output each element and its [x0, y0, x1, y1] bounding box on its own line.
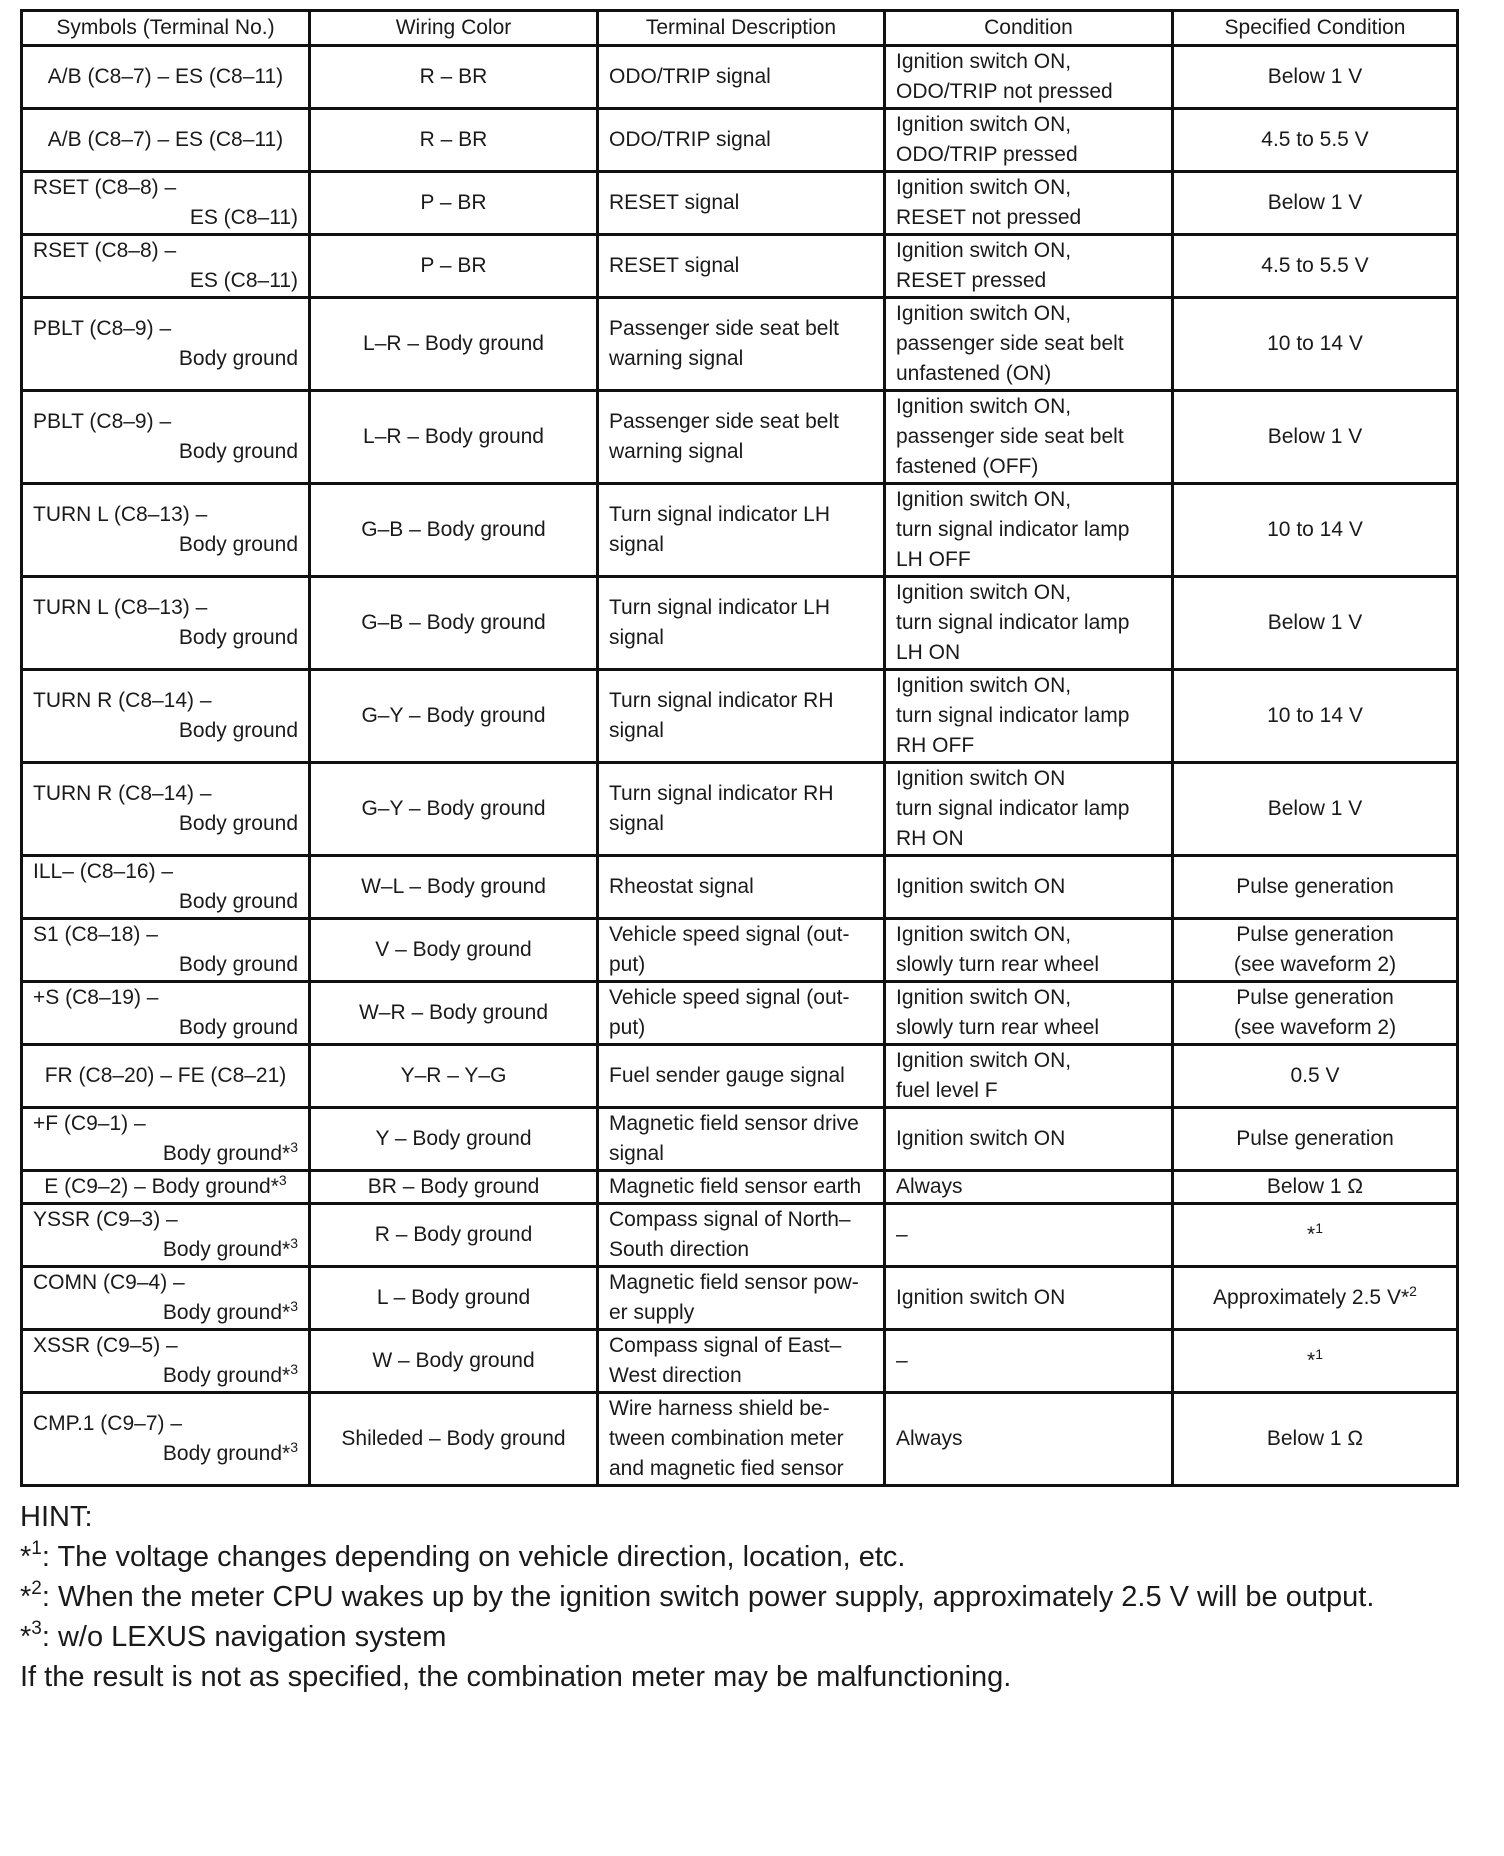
cell-symbol — [22, 298, 310, 391]
cell-condition-line: unfastened (ON) — [896, 362, 1052, 385]
symbol-ground: Body ground — [178, 626, 298, 649]
cell-terminal-description-line: Turn signal indicator LH — [609, 596, 830, 619]
symbol-terminal: PBLT (C8–9) – — [33, 317, 172, 340]
cell-terminal-description-line: Compass signal of North– — [609, 1208, 851, 1231]
cell-terminal-description — [598, 1393, 885, 1486]
cell-condition-line: Ignition switch ON, — [896, 923, 1072, 946]
symbol-ground: Body ground — [178, 890, 298, 913]
table-row — [22, 172, 1458, 235]
cell-condition-line: Ignition switch ON, — [896, 1049, 1072, 1072]
cell-terminal-description-line: Compass signal of East– — [609, 1334, 842, 1357]
symbol-ground: ES (C8–11) — [189, 269, 298, 292]
cell-terminal-description-line: Passenger side seat belt — [609, 317, 839, 340]
cell-terminal-description — [598, 856, 885, 919]
symbol-terminal: A/B (C8–7) – ES (C8–11) — [47, 65, 284, 88]
symbol-terminal: COMN (C9–4) – — [33, 1271, 185, 1294]
inspection-sheet — [20, 9, 1456, 1697]
symbol-ground: Body ground*$^3$ — [162, 1235, 298, 1261]
cell-terminal-description — [598, 235, 885, 298]
table-row — [22, 670, 1458, 763]
table-row — [22, 235, 1458, 298]
header-condition: Condition — [885, 11, 1173, 46]
symbol-ground: Body ground — [178, 440, 298, 463]
cell-specified-condition — [1173, 235, 1458, 298]
cell-terminal-description-line: RESET signal — [609, 254, 740, 277]
cell-terminal-description-line: Magnetic field sensor earth — [609, 1175, 862, 1198]
symbol-terminal: TURN R (C8–14) – — [33, 689, 212, 712]
cell-terminal-description-line: RESET signal — [609, 191, 740, 214]
cell-terminal-description-line: Rheostat signal — [609, 875, 754, 898]
cell-condition — [885, 172, 1173, 235]
cell-terminal-description-line: ODO/TRIP signal — [609, 65, 771, 88]
cell-terminal-description — [598, 109, 885, 172]
cell-condition — [885, 1330, 1173, 1393]
cell-terminal-description — [598, 391, 885, 484]
cell-terminal-description — [598, 982, 885, 1045]
cell-condition — [885, 46, 1173, 109]
cell-symbol — [22, 919, 310, 982]
cell-terminal-description-line: South direction — [609, 1238, 750, 1261]
cell-specified-condition — [1173, 856, 1458, 919]
hint-footer: If the result is not as specified, the combination meter may be malfunctioning. — [20, 1661, 1012, 1693]
cell-specified-condition — [1173, 1045, 1458, 1108]
cell-symbol — [22, 109, 310, 172]
cell-symbol — [22, 1330, 310, 1393]
cell-condition — [885, 391, 1173, 484]
cell-specified-condition-line: 4.5 to 5.5 V — [1261, 128, 1369, 151]
cell-condition-line: Ignition switch ON, — [896, 302, 1072, 325]
symbol-ground: Body ground*$^3$ — [162, 1361, 298, 1387]
symbol-terminal: XSSR (C9–5) – — [33, 1334, 178, 1357]
footnote-2: *$^2$: When the meter CPU wakes up by the ignition switch power supply, approximately 2.5 V will be output. — [20, 1578, 1375, 1613]
symbol-terminal: FR (C8–20) – FE (C8–21) — [44, 1064, 287, 1087]
cell-condition — [885, 856, 1173, 919]
cell-specified-condition-line: 10 to 14 V — [1267, 518, 1363, 541]
cell-terminal-description — [598, 1330, 885, 1393]
symbol-terminal: A/B (C8–7) – ES (C8–11) — [47, 128, 284, 151]
cell-specified-condition — [1173, 46, 1458, 109]
symbol-terminal: RSET (C8–8) – — [33, 176, 177, 199]
cell-terminal-description — [598, 1108, 885, 1171]
cell-terminal-description-line: Vehicle speed signal (out- — [609, 986, 850, 1009]
cell-symbol — [22, 577, 310, 670]
cell-condition — [885, 109, 1173, 172]
cell-condition-line: – — [896, 1349, 908, 1372]
symbol-terminal: +S (C8–19) – — [33, 986, 159, 1009]
cell-specified-condition — [1173, 172, 1458, 235]
cell-condition-line: turn signal indicator lamp — [896, 704, 1130, 727]
cell-terminal-description-line: Magnetic field sensor pow- — [609, 1271, 859, 1294]
table-row — [22, 982, 1458, 1045]
cell-condition-line: Ignition switch ON, — [896, 581, 1072, 604]
cell-condition-line: Ignition switch ON, — [896, 176, 1072, 199]
cell-specified-condition-line: 10 to 14 V — [1267, 704, 1363, 727]
footnote-3: *$^3$: w/o LEXUS navigation system — [20, 1618, 447, 1653]
symbol-terminal: RSET (C8–8) – — [33, 239, 177, 262]
cell-specified-condition-line: 4.5 to 5.5 V — [1261, 254, 1369, 277]
cell-specified-condition-line: (see waveform 2) — [1233, 1016, 1397, 1039]
cell-condition — [885, 1204, 1173, 1267]
cell-condition-line: LH OFF — [896, 548, 971, 571]
cell-specified-condition — [1173, 109, 1458, 172]
symbol-ground: Body ground — [178, 347, 298, 370]
cell-condition-line: Ignition switch ON, — [896, 395, 1072, 418]
cell-specified-condition-line: Below 1 V — [1267, 65, 1363, 88]
cell-condition-line: Ignition switch ON — [896, 767, 1066, 790]
cell-condition-line: Ignition switch ON — [896, 875, 1066, 898]
cell-terminal-description-line: er supply — [609, 1301, 695, 1324]
table-row — [22, 298, 1458, 391]
cell-terminal-description — [598, 670, 885, 763]
cell-terminal-description — [598, 763, 885, 856]
cell-terminal-description-line: warning signal — [609, 347, 744, 370]
cell-specified-condition — [1173, 763, 1458, 856]
cell-condition-line: ODO/TRIP pressed — [896, 143, 1078, 166]
cell-condition-line: Always — [896, 1175, 963, 1198]
table-row — [22, 1171, 1458, 1204]
cell-specified-condition-line: Below 1 Ω — [1266, 1175, 1364, 1198]
cell-wiring-color: G–B – Body ground — [310, 484, 598, 577]
symbol-terminal: CMP.1 (C9–7) – — [33, 1412, 183, 1435]
symbol-terminal: YSSR (C9–3) – — [33, 1208, 178, 1231]
cell-terminal-description — [598, 46, 885, 109]
symbol-ground: Body ground — [178, 812, 298, 835]
cell-condition — [885, 982, 1173, 1045]
cell-symbol — [22, 1204, 310, 1267]
symbol-ground: Body ground — [178, 719, 298, 742]
cell-specified-condition-line: Pulse generation — [1236, 923, 1394, 946]
cell-specified-condition — [1173, 484, 1458, 577]
cell-specified-condition-line: Pulse generation — [1236, 986, 1394, 1009]
cell-condition-line: turn signal indicator lamp — [896, 611, 1130, 634]
cell-condition-line: RESET not pressed — [896, 206, 1082, 229]
cell-specified-condition-line: *$^1$ — [1307, 1346, 1323, 1372]
cell-condition-line: Ignition switch ON — [896, 1127, 1066, 1150]
cell-specified-condition — [1173, 919, 1458, 982]
cell-wiring-color: L – Body ground — [310, 1267, 598, 1330]
cell-specified-condition-line: Pulse generation — [1236, 1127, 1394, 1150]
cell-wiring-color: G–Y – Body ground — [310, 670, 598, 763]
cell-terminal-description-line: signal — [609, 533, 664, 556]
table-header-row — [22, 11, 1458, 46]
symbol-terminal: S1 (C8–18) – — [33, 923, 158, 946]
header-specified-condition: Specified Condition — [1173, 11, 1458, 46]
cell-terminal-description — [598, 577, 885, 670]
table-row — [22, 919, 1458, 982]
cell-specified-condition-line: Below 1 V — [1267, 425, 1363, 448]
header-wiring-color: Wiring Color — [310, 11, 598, 46]
cell-terminal-description — [598, 919, 885, 982]
cell-condition-line: turn signal indicator lamp — [896, 518, 1130, 541]
cell-wiring-color: W–L – Body ground — [310, 856, 598, 919]
cell-terminal-description — [598, 1204, 885, 1267]
cell-specified-condition-line: 0.5 V — [1290, 1064, 1340, 1087]
cell-specified-condition-line: Approximately 2.5 V*$^2$ — [1213, 1283, 1417, 1309]
cell-condition-line: RH OFF — [896, 734, 975, 757]
cell-symbol — [22, 484, 310, 577]
cell-symbol — [22, 1393, 310, 1486]
cell-specified-condition-line: 10 to 14 V — [1267, 332, 1363, 355]
cell-terminal-description-line: tween combination meter — [609, 1427, 844, 1450]
cell-condition-line: LH ON — [896, 641, 961, 664]
cell-condition-line: Ignition switch ON, — [896, 986, 1072, 1009]
cell-condition — [885, 484, 1173, 577]
cell-wiring-color: Shileded – Body ground — [310, 1393, 598, 1486]
cell-condition-line: Always — [896, 1427, 963, 1450]
cell-condition-line: fastened (OFF) — [896, 455, 1039, 478]
cell-wiring-color: P – BR — [310, 235, 598, 298]
cell-wiring-color: P – BR — [310, 172, 598, 235]
cell-specified-condition — [1173, 982, 1458, 1045]
table-row — [22, 856, 1458, 919]
hint-section — [20, 1497, 1456, 1697]
cell-condition — [885, 298, 1173, 391]
cell-condition-line: slowly turn rear wheel — [896, 953, 1100, 976]
cell-condition-line: Ignition switch ON, — [896, 50, 1072, 73]
cell-terminal-description-line: Vehicle speed signal (out- — [609, 923, 850, 946]
cell-wiring-color: L–R – Body ground — [310, 298, 598, 391]
cell-wiring-color: Y – Body ground — [310, 1108, 598, 1171]
symbol-terminal: TURN L (C8–13) – — [33, 596, 208, 619]
cell-specified-condition — [1173, 1267, 1458, 1330]
cell-wiring-color: R – BR — [310, 46, 598, 109]
cell-condition — [885, 577, 1173, 670]
cell-terminal-description-line: Wire harness shield be- — [609, 1397, 830, 1420]
cell-condition-line: passenger side seat belt — [896, 332, 1124, 355]
table-row — [22, 1204, 1458, 1267]
cell-terminal-description-line: signal — [609, 812, 664, 835]
cell-condition — [885, 235, 1173, 298]
cell-specified-condition-line: Pulse generation — [1236, 875, 1394, 898]
cell-symbol — [22, 856, 310, 919]
cell-condition-line: Ignition switch ON — [896, 1286, 1066, 1309]
cell-terminal-description-line: Fuel sender gauge signal — [609, 1064, 845, 1087]
symbol-terminal: E (C9–2) – Body ground*$^3$ — [44, 1172, 287, 1198]
cell-condition-line: Ignition switch ON, — [896, 113, 1072, 136]
cell-terminal-description-line: warning signal — [609, 440, 744, 463]
table-row — [22, 1393, 1458, 1486]
cell-condition-line: RESET pressed — [896, 269, 1047, 292]
cell-wiring-color: V – Body ground — [310, 919, 598, 982]
symbol-ground: Body ground — [178, 533, 298, 556]
cell-wiring-color: R – BR — [310, 109, 598, 172]
hint-title: HINT: — [20, 1501, 93, 1533]
header-terminal-description: Terminal Description — [598, 11, 885, 46]
cell-terminal-description — [598, 1045, 885, 1108]
cell-wiring-color: G–Y – Body ground — [310, 763, 598, 856]
cell-specified-condition — [1173, 670, 1458, 763]
cell-condition — [885, 1171, 1173, 1204]
cell-wiring-color: L–R – Body ground — [310, 391, 598, 484]
cell-terminal-description-line: and magnetic fied sensor — [609, 1457, 844, 1480]
cell-terminal-description-line: ODO/TRIP signal — [609, 128, 771, 151]
cell-specified-condition-line: Below 1 Ω — [1266, 1427, 1364, 1450]
table-row — [22, 1330, 1458, 1393]
cell-condition — [885, 1393, 1173, 1486]
cell-symbol — [22, 46, 310, 109]
cell-terminal-description — [598, 298, 885, 391]
cell-terminal-description-line: Magnetic field sensor drive — [609, 1112, 859, 1135]
cell-specified-condition — [1173, 1171, 1458, 1204]
cell-terminal-description — [598, 1171, 885, 1204]
symbol-ground: Body ground*$^3$ — [162, 1298, 298, 1324]
cell-symbol — [22, 172, 310, 235]
symbol-terminal: +F (C9–1) – — [33, 1112, 146, 1135]
cell-condition — [885, 1267, 1173, 1330]
cell-condition-line: turn signal indicator lamp — [896, 797, 1130, 820]
cell-specified-condition — [1173, 1393, 1458, 1486]
table-row — [22, 109, 1458, 172]
symbol-ground: Body ground*$^3$ — [162, 1139, 298, 1165]
symbol-ground: Body ground*$^3$ — [162, 1439, 298, 1465]
cell-symbol — [22, 1267, 310, 1330]
cell-terminal-description-line: West direction — [609, 1364, 742, 1387]
cell-specified-condition-line: (see waveform 2) — [1233, 953, 1397, 976]
cell-terminal-description-line: Turn signal indicator RH — [609, 689, 834, 712]
cell-terminal-description-line: Turn signal indicator RH — [609, 782, 834, 805]
cell-symbol — [22, 763, 310, 856]
cell-specified-condition — [1173, 1330, 1458, 1393]
cell-specified-condition-line: Below 1 V — [1267, 797, 1363, 820]
cell-terminal-description — [598, 484, 885, 577]
cell-terminal-description — [598, 1267, 885, 1330]
cell-condition-line: Ignition switch ON, — [896, 488, 1072, 511]
cell-wiring-color: G–B – Body ground — [310, 577, 598, 670]
cell-specified-condition — [1173, 577, 1458, 670]
cell-specified-condition-line: Below 1 V — [1267, 611, 1363, 634]
symbol-terminal: TURN R (C8–14) – — [33, 782, 212, 805]
cell-terminal-description-line: Turn signal indicator LH — [609, 503, 830, 526]
symbol-ground: Body ground — [178, 1016, 298, 1039]
symbol-terminal: PBLT (C8–9) – — [33, 410, 172, 433]
cell-condition-line: RH ON — [896, 827, 964, 850]
cell-condition-line: slowly turn rear wheel — [896, 1016, 1100, 1039]
cell-terminal-description-line: signal — [609, 626, 664, 649]
cell-condition-line: ODO/TRIP not pressed — [896, 80, 1113, 103]
terminal-inspection-table — [20, 9, 1459, 1487]
cell-specified-condition-line: *$^1$ — [1307, 1220, 1323, 1246]
cell-condition — [885, 763, 1173, 856]
cell-condition-line: – — [896, 1223, 908, 1246]
symbol-ground: Body ground — [178, 953, 298, 976]
cell-condition-line: Ignition switch ON, — [896, 674, 1072, 697]
header-symbols: Symbols (Terminal No.) — [22, 11, 310, 46]
cell-symbol — [22, 235, 310, 298]
cell-symbol — [22, 982, 310, 1045]
table-row — [22, 577, 1458, 670]
table-row — [22, 1267, 1458, 1330]
table-row — [22, 484, 1458, 577]
cell-condition-line: Ignition switch ON, — [896, 239, 1072, 262]
cell-terminal-description-line: signal — [609, 1142, 664, 1165]
cell-wiring-color: Y–R – Y–G — [310, 1045, 598, 1108]
cell-terminal-description-line: Passenger side seat belt — [609, 410, 839, 433]
cell-condition — [885, 1045, 1173, 1108]
cell-wiring-color: W – Body ground — [310, 1330, 598, 1393]
cell-wiring-color: BR – Body ground — [310, 1171, 598, 1204]
cell-wiring-color: R – Body ground — [310, 1204, 598, 1267]
cell-condition — [885, 919, 1173, 982]
cell-specified-condition — [1173, 1108, 1458, 1171]
cell-condition — [885, 1108, 1173, 1171]
cell-specified-condition — [1173, 298, 1458, 391]
symbol-ground: ES (C8–11) — [189, 206, 298, 229]
cell-terminal-description-line: put) — [609, 953, 646, 976]
footnote-1: *$^1$: The voltage changes depending on vehicle direction, location, etc. — [20, 1538, 906, 1573]
cell-terminal-description-line: put) — [609, 1016, 646, 1039]
cell-specified-condition-line: Below 1 V — [1267, 191, 1363, 214]
cell-symbol — [22, 1171, 310, 1204]
symbol-terminal: ILL– (C8–16) – — [33, 860, 174, 883]
cell-symbol — [22, 1108, 310, 1171]
cell-condition — [885, 670, 1173, 763]
cell-condition-line: fuel level F — [896, 1079, 998, 1102]
table-row — [22, 1045, 1458, 1108]
table-row — [22, 1108, 1458, 1171]
cell-specified-condition — [1173, 1204, 1458, 1267]
cell-symbol — [22, 391, 310, 484]
table-row — [22, 391, 1458, 484]
table-body — [22, 46, 1458, 1486]
cell-condition-line: passenger side seat belt — [896, 425, 1124, 448]
cell-wiring-color: W–R – Body ground — [310, 982, 598, 1045]
table-row — [22, 763, 1458, 856]
cell-terminal-description — [598, 172, 885, 235]
cell-specified-condition — [1173, 391, 1458, 484]
cell-symbol — [22, 1045, 310, 1108]
table-row — [22, 46, 1458, 109]
cell-symbol — [22, 670, 310, 763]
cell-terminal-description-line: signal — [609, 719, 664, 742]
symbol-terminal: TURN L (C8–13) – — [33, 503, 208, 526]
